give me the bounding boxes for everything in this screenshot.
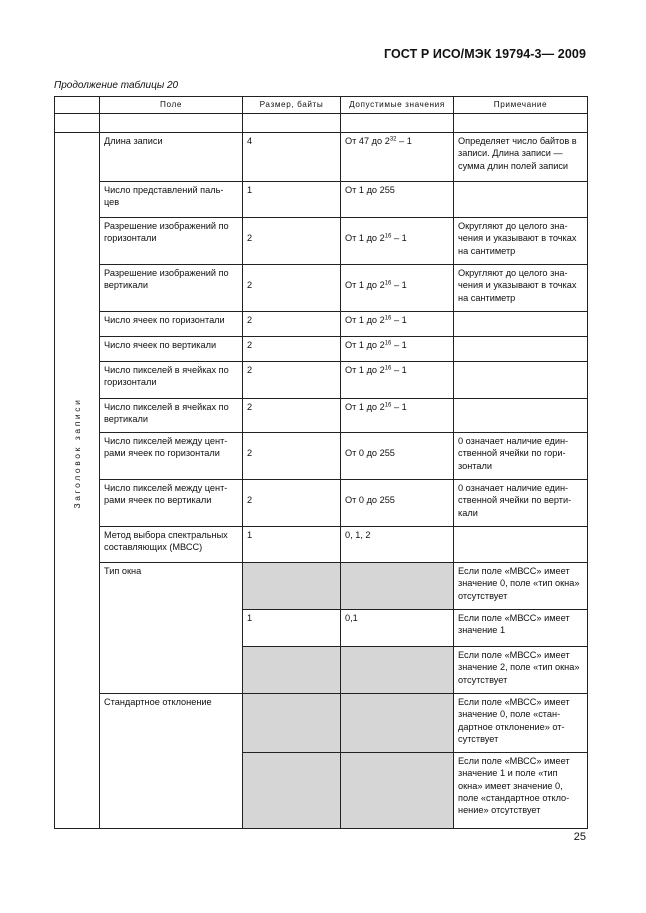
values-base: От 1 до 2 [345, 233, 385, 244]
values-exponent: 16 [384, 402, 392, 409]
field-cell: Разрешение изображений по горизонтали [100, 218, 243, 265]
values-cell: 0,1 [341, 610, 454, 647]
values-suffix: – 1 [391, 365, 407, 376]
note-cell [454, 182, 588, 218]
values-cell [341, 337, 454, 362]
spacer-cell [341, 114, 454, 133]
size-cell: 2 [243, 218, 341, 265]
table-row [55, 182, 588, 218]
values-cell [341, 133, 454, 182]
values-base: От 1 до 2 [345, 280, 385, 291]
values-cell [341, 399, 454, 433]
note-cell [454, 337, 588, 362]
table-row [55, 362, 588, 399]
size-cell: 2 [243, 433, 341, 480]
spacer-cell [100, 114, 243, 133]
note-cell [454, 312, 588, 337]
table-row [55, 337, 588, 362]
size-cell [243, 563, 341, 610]
table-row [55, 527, 588, 563]
size-cell: 4 [243, 133, 341, 182]
column-header-size: Размер, байты [243, 97, 341, 114]
values-cell [341, 218, 454, 265]
values-cell: От 0 до 255 [341, 480, 454, 527]
values-base: От 1 до 2 [345, 402, 385, 413]
values-cell [341, 563, 454, 610]
values-exponent: 16 [384, 233, 392, 240]
field-cell: Разрешение изображений по вертикали [100, 265, 243, 312]
field-cell: Число пикселей между цент-рами ячеек по вертикали [100, 480, 243, 527]
table-row [55, 312, 588, 337]
values-suffix: – 1 [391, 402, 407, 413]
field-cell: Число ячеек по вертикали [100, 337, 243, 362]
values-exponent: 32 [389, 136, 397, 143]
values-cell [341, 362, 454, 399]
field-cell: Число пикселей между цент-рами ячеек по горизонтали [100, 433, 243, 480]
spacer-cell [243, 114, 341, 133]
size-cell: 1 [243, 182, 341, 218]
table-caption: Продолжение таблицы 20 [54, 80, 179, 91]
values-cell [341, 312, 454, 337]
values-cell: 0, 1, 2 [341, 527, 454, 563]
size-cell: 2 [243, 337, 341, 362]
spacer-cell [454, 114, 588, 133]
size-cell: 2 [243, 312, 341, 337]
note-cell: 0 означает наличие един-ственной ячейки по верти-кали [454, 480, 588, 527]
values-base: От 1 до 2 [345, 315, 385, 326]
field-cell: Число представлений паль-цев [100, 182, 243, 218]
size-cell: 2 [243, 265, 341, 312]
note-cell: Если поле «МВСС» имеет значение 1 [454, 610, 588, 647]
size-cell: 1 [243, 610, 341, 647]
table-row [55, 265, 588, 312]
size-cell [243, 647, 341, 694]
size-cell [243, 753, 341, 829]
values-cell: От 0 до 255 [341, 433, 454, 480]
note-cell: Если поле «МВСС» имеет значение 1 и поле «тип окна» имеет значение 0, поле «стандартное откло-нение» отсутствует [454, 753, 588, 829]
spec-table [54, 96, 588, 829]
field-cell: Стандартное отклонение [100, 694, 243, 829]
table-header-row [55, 97, 588, 114]
table-row [55, 480, 588, 527]
values-base: От 1 до 2 [345, 365, 385, 376]
header-blank [55, 97, 100, 114]
field-cell: Число ячеек по горизонтали [100, 312, 243, 337]
size-cell: 2 [243, 480, 341, 527]
values-cell [341, 753, 454, 829]
column-header-field: Поле [100, 97, 243, 114]
note-cell [454, 362, 588, 399]
note-cell [454, 527, 588, 563]
size-cell: 2 [243, 399, 341, 433]
values-base: От 47 до 2 [345, 136, 390, 147]
field-cell: Тип окна [100, 563, 243, 694]
values-suffix: – 1 [391, 315, 407, 326]
note-cell: Если поле «МВСС» имеет значение 0, поле «тип окна» отсутствует [454, 563, 588, 610]
values-exponent: 16 [384, 340, 392, 347]
values-cell [341, 265, 454, 312]
note-cell: 0 означает наличие един-ственной ячейки по гори-зонтали [454, 433, 588, 480]
document-header: ГОСТ Р ИСО/МЭК 19794-3— 2009 [383, 47, 586, 61]
page-number: 25 [573, 831, 586, 843]
note-cell: Округляют до целого зна-чения и указывают в точках на сантиметр [454, 265, 588, 312]
size-cell: 2 [243, 362, 341, 399]
values-suffix: – 1 [396, 136, 412, 147]
spacer-row [55, 114, 588, 133]
column-header-note: Примечание [454, 97, 588, 114]
values-cell: От 1 до 255 [341, 182, 454, 218]
group-label-cell [55, 133, 100, 829]
size-cell [243, 694, 341, 753]
table-row [55, 399, 588, 433]
column-header-values: Допустимые значения [341, 97, 454, 114]
field-cell: Метод выбора спектральных составляющих (МВСС) [100, 527, 243, 563]
table-row [55, 433, 588, 480]
values-exponent: 16 [384, 280, 392, 287]
spacer-cell [55, 114, 100, 133]
values-suffix: – 1 [391, 340, 407, 351]
field-cell: Число пикселей в ячейках по горизонтали [100, 362, 243, 399]
values-suffix: – 1 [391, 233, 407, 244]
note-cell [454, 399, 588, 433]
note-cell: Если поле «МВСС» имеет значение 2, поле «тип окна» отсутствует [454, 647, 588, 694]
values-exponent: 16 [384, 315, 392, 322]
field-cell: Число пикселей в ячейках по вертикали [100, 399, 243, 433]
note-cell: Определяет число байтов в записи. Длина записи — сумма длин полей записи [454, 133, 588, 182]
group-label: Заголовок записи [71, 397, 82, 509]
note-cell: Округляют до целого зна-чения и указывают в точках на сантиметр [454, 218, 588, 265]
values-cell [341, 694, 454, 753]
field-cell: Длина записи [100, 133, 243, 182]
values-cell [341, 647, 454, 694]
table-row [55, 133, 588, 182]
table-row [55, 563, 588, 610]
table-row [55, 694, 588, 753]
values-exponent: 16 [384, 365, 392, 372]
note-cell: Если поле «МВСС» имеет значение 0, поле «стан-дартное отклонение» от-сутствует [454, 694, 588, 753]
size-cell: 1 [243, 527, 341, 563]
table-row [55, 218, 588, 265]
values-base: От 1 до 2 [345, 340, 385, 351]
values-suffix: – 1 [391, 280, 407, 291]
